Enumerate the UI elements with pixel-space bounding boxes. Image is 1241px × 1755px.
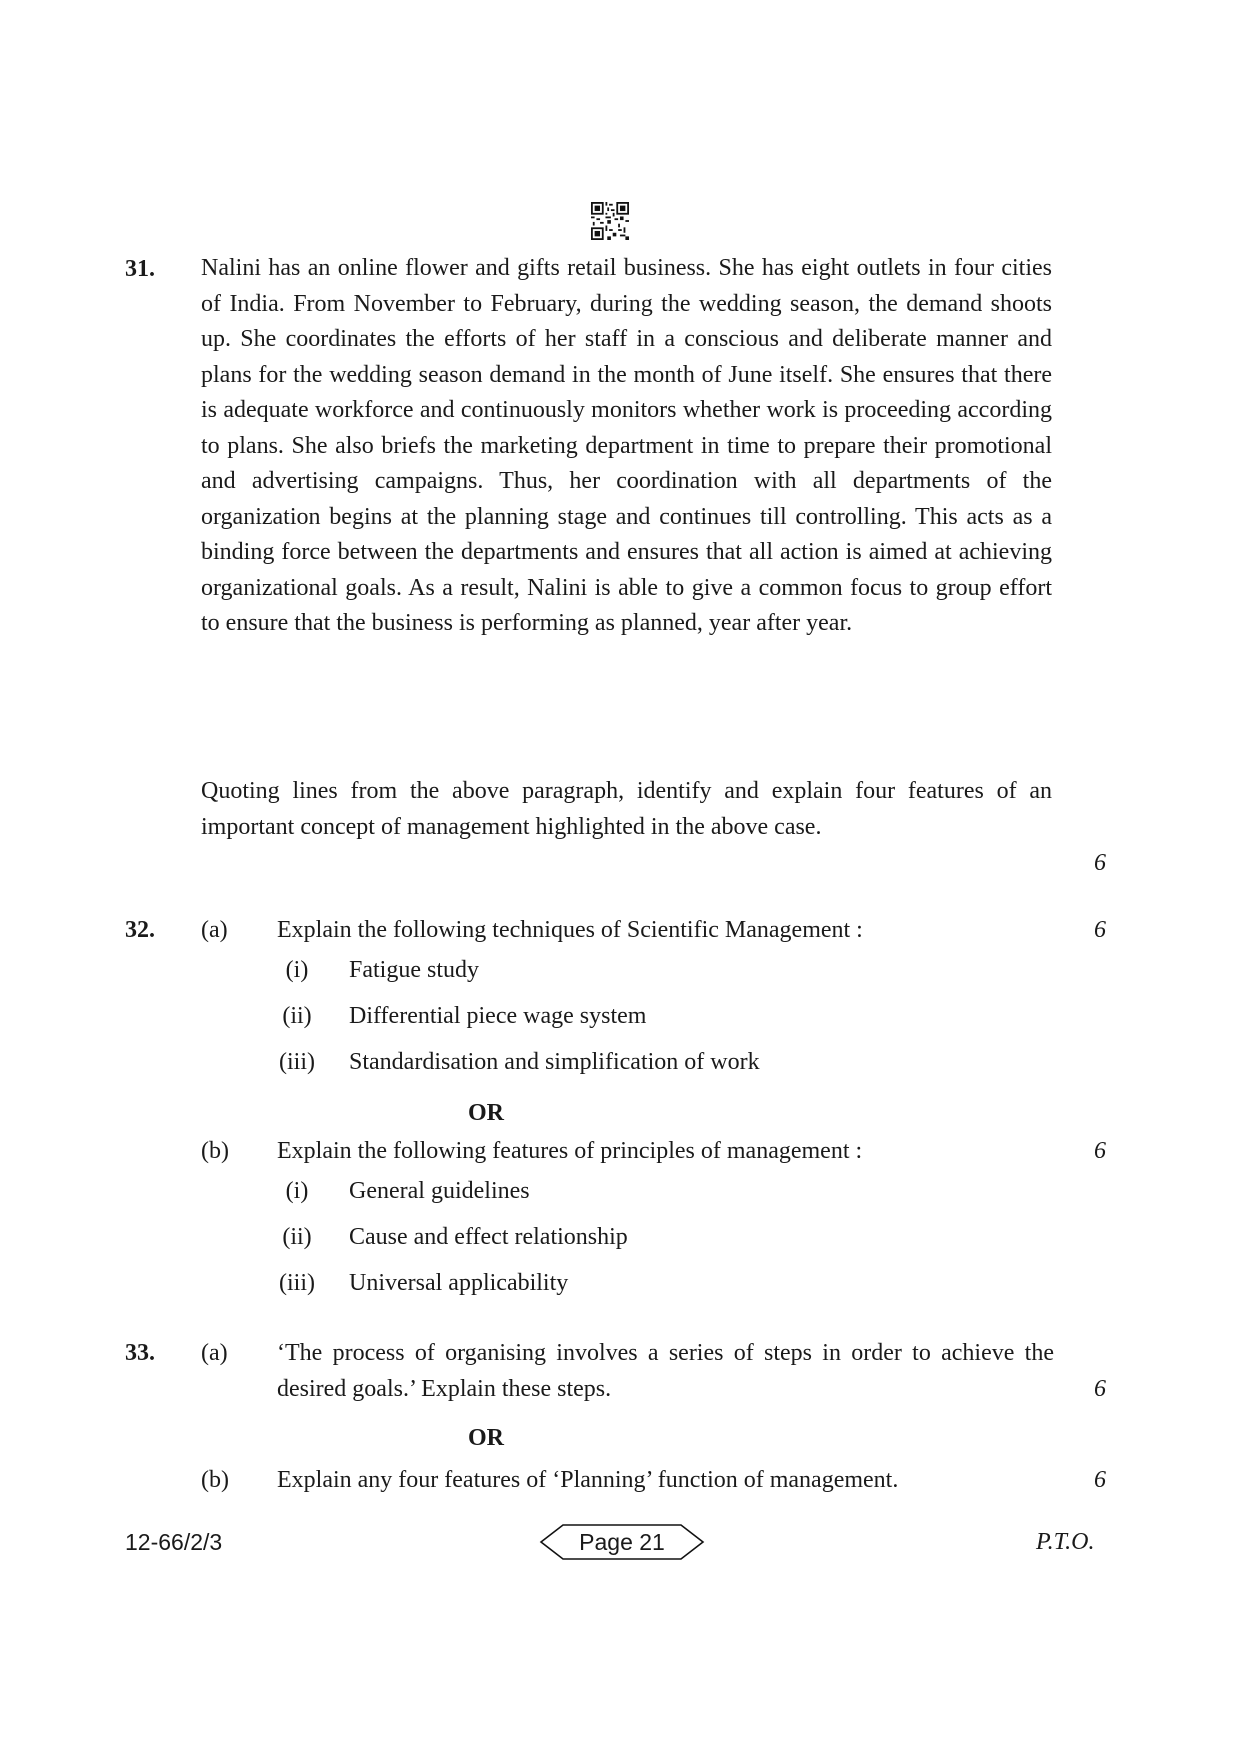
marks: 6 xyxy=(1094,1138,1106,1164)
item-number: (i) xyxy=(285,1178,309,1204)
item-number: (iii) xyxy=(279,1270,315,1296)
part-text: ‘The process of organising involves a series of steps in order to achieve the desired goals.’ Explain these steps. xyxy=(277,1340,1054,1402)
paper-code: 12-66/2/3 xyxy=(125,1529,223,1555)
question-number: 32. xyxy=(125,917,155,943)
list-item: Universal applicability xyxy=(349,1270,569,1296)
page-number: Page 21 xyxy=(579,1529,665,1555)
part-text: Explain any four features of ‘Planning’ function of management. xyxy=(277,1467,899,1493)
question-number: 33. xyxy=(125,1340,155,1366)
marks: 6 xyxy=(1094,850,1106,876)
part-label: (a) xyxy=(201,1340,228,1366)
part-text: Explain the following features of principles of management : xyxy=(277,1138,863,1164)
item-number: (ii) xyxy=(282,1003,312,1029)
list-item: Standardisation and simplification of work xyxy=(349,1049,760,1075)
marks: 6 xyxy=(1094,917,1106,943)
list-item: Fatigue study xyxy=(349,957,479,983)
item-number: (iii) xyxy=(279,1049,315,1075)
case-paragraph: Nalini has an online flower and gifts retail business. She has eight outlets in four cities of India. From November to February, during the wedding season, the demand shoots up. She coordinates the efforts of her staff in a conscious and deliberate manner and plans for the wedding season demand in the month of June itself. She ensures that there is adequate workforce and continuously monitors whether work is proceeding according to plans. She also briefs the marketing department in time to prepare their promotional and advertising campaigns. Thus, her coordination with all departments of the organization begins at the planning stage and continues till controlling. This acts as a binding force between the departments and ensures that all action is aimed at achieving organizational goals. As a result, Nalini is able to give a common focus to group effort to ensure that the business is performing as planned, year after year. xyxy=(201,255,1052,636)
marks: 6 xyxy=(1094,1467,1106,1493)
part-text: Explain the following techniques of Scientific Management : xyxy=(277,917,863,943)
part-label: (b) xyxy=(201,1138,229,1164)
part-label: (a) xyxy=(201,917,228,943)
qr-code xyxy=(591,202,629,240)
list-item: Cause and effect relationship xyxy=(349,1224,628,1250)
question-text: Quoting lines from the above paragraph, identify and explain four features of an important concept of management highlighted in the above case. xyxy=(201,778,1052,840)
list-item: General guidelines xyxy=(349,1178,530,1204)
or-separator: OR xyxy=(468,1100,504,1126)
pto-label: P.T.O. xyxy=(1036,1529,1095,1555)
or-separator: OR xyxy=(468,1425,504,1451)
item-number: (i) xyxy=(285,957,309,983)
question-number: 31. xyxy=(125,256,155,282)
marks: 6 xyxy=(1094,1376,1106,1402)
part-label: (b) xyxy=(201,1467,229,1493)
item-number: (ii) xyxy=(282,1224,312,1250)
list-item: Differential piece wage system xyxy=(349,1003,647,1029)
